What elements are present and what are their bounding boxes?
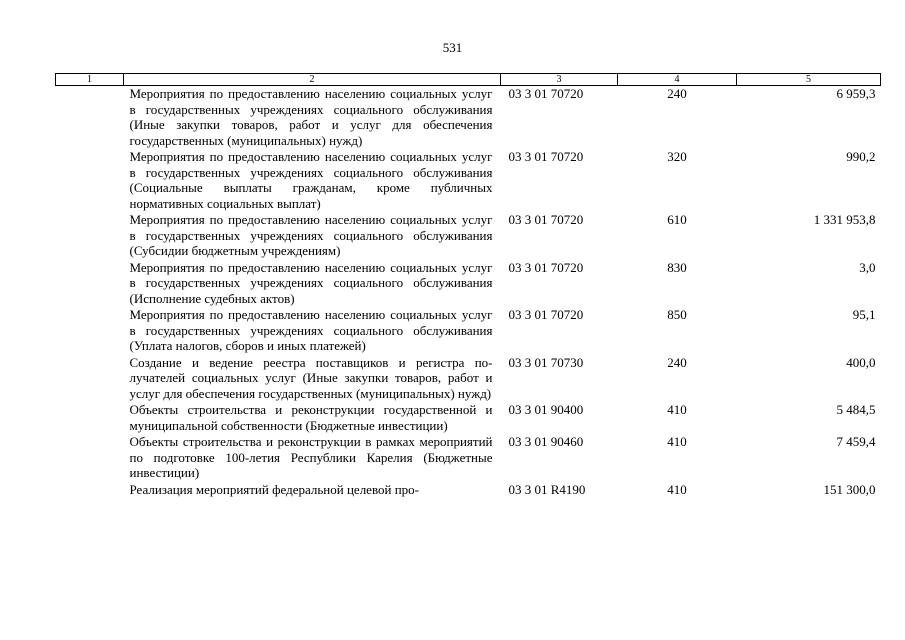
header-col-4: 4 (618, 74, 737, 86)
row-number-cell (56, 260, 124, 308)
expense-type-code: 410 (667, 481, 687, 497)
expense-name: Создание и ведение реестра поставщиков и регистра получателей социальных услуг (Иные закупки товаров, работ и услуг для обеспечения государственных (муниципальных) нужд) (129, 354, 493, 401)
expense-type-code: 410 (667, 402, 687, 417)
target-article-code: 03 3 01 70720 (508, 307, 584, 322)
row-number-cell (56, 307, 124, 355)
header-col-3: 3 (501, 74, 618, 86)
amount: 3,0 (859, 259, 876, 275)
table-row (56, 355, 881, 403)
row-number-cell (56, 402, 124, 434)
header-row (56, 74, 881, 86)
target-article-code: 03 3 01 70720 (508, 212, 584, 227)
table-row (56, 86, 881, 150)
amount: 990,2 (846, 149, 876, 164)
expense-name: Мероприятия по предоставлению населению социальных услуг в государственных учреждениях социального обслуживания (Социальные выплаты гражданам, кроме публичных нормативных социальных выплат) (129, 149, 493, 211)
table-row (56, 482, 881, 499)
row-number-cell (56, 355, 124, 403)
amount: 95,1 (852, 307, 876, 322)
expense-type-code: 850 (667, 307, 687, 322)
expense-name: Объекты строительства и реконструкции государственной и муниципальной собственности (Бюджетные инвестиции) (129, 402, 493, 433)
target-article-code: 03 3 01 R4190 (508, 481, 586, 497)
expense-name: Мероприятия по предоставлению населению социальных услуг в государственных учреждениях социального обслуживания (Иные закупки товаров, работ и услуг для обеспечения государственных (муниципальных) нужд) (129, 86, 493, 148)
row-number-cell (56, 212, 124, 260)
amount: 7 459,4 (836, 434, 876, 449)
target-article-code: 03 3 01 70720 (508, 149, 584, 164)
expense-name: Мероприятия по предоставлению населению социальных услуг в государственных учреждениях социального обслуживания (Субсидии бюджетным учреждениям) (129, 212, 493, 258)
row-number-cell (56, 434, 124, 482)
target-article-code: 03 3 01 70720 (508, 86, 584, 101)
table-row (56, 434, 881, 482)
target-article-code: 03 3 01 70730 (508, 354, 584, 370)
amount: 6 959,3 (836, 86, 876, 101)
expense-type-code: 410 (667, 434, 687, 449)
table-body (56, 86, 881, 499)
amount: 400,0 (846, 354, 876, 370)
expense-type-code: 830 (667, 259, 687, 275)
amount: 1 331 953,8 (813, 212, 876, 227)
table-row (56, 260, 881, 308)
expense-type-code: 240 (667, 354, 687, 370)
expense-type-code: 240 (667, 86, 687, 101)
header-col-5: 5 (737, 74, 881, 86)
expense-name: Мероприятия по предоставлению населению социальных услуг в государственных учреждениях социального обслуживания (Уплата налогов, сборов и иных платежей) (129, 307, 493, 353)
table-row (56, 212, 881, 260)
table-row (56, 149, 881, 212)
expense-name: Мероприятия по предоставлению населению социальных услуг в государственных учреждениях социального обслуживания (Исполнение судебных актов) (129, 259, 493, 306)
table-header (56, 74, 881, 86)
header-col-2: 2 (124, 74, 501, 86)
budget-table (55, 73, 881, 498)
expense-type-code: 610 (667, 212, 687, 227)
header-col-1: 1 (56, 74, 124, 86)
page-number: 531 (442, 40, 463, 55)
target-article-code: 03 3 01 90400 (508, 402, 584, 417)
expense-type-code: 320 (667, 149, 687, 164)
row-number-cell (56, 482, 124, 499)
table-row (56, 402, 881, 434)
row-number-cell (56, 149, 124, 212)
expense-name: Объекты строительства и реконструкции в рамках мероприятий по подготовке 100-летия Республики Карелия (Бюджетные инвестиции) (129, 434, 493, 480)
target-article-code: 03 3 01 90460 (508, 434, 584, 449)
row-number-cell (56, 86, 124, 150)
amount: 151 300,0 (823, 481, 876, 497)
amount: 5 484,5 (836, 402, 876, 417)
target-article-code: 03 3 01 70720 (508, 259, 584, 275)
expense-name: Реализация мероприятий федеральной целевой про- (129, 481, 419, 497)
table-row (56, 307, 881, 355)
